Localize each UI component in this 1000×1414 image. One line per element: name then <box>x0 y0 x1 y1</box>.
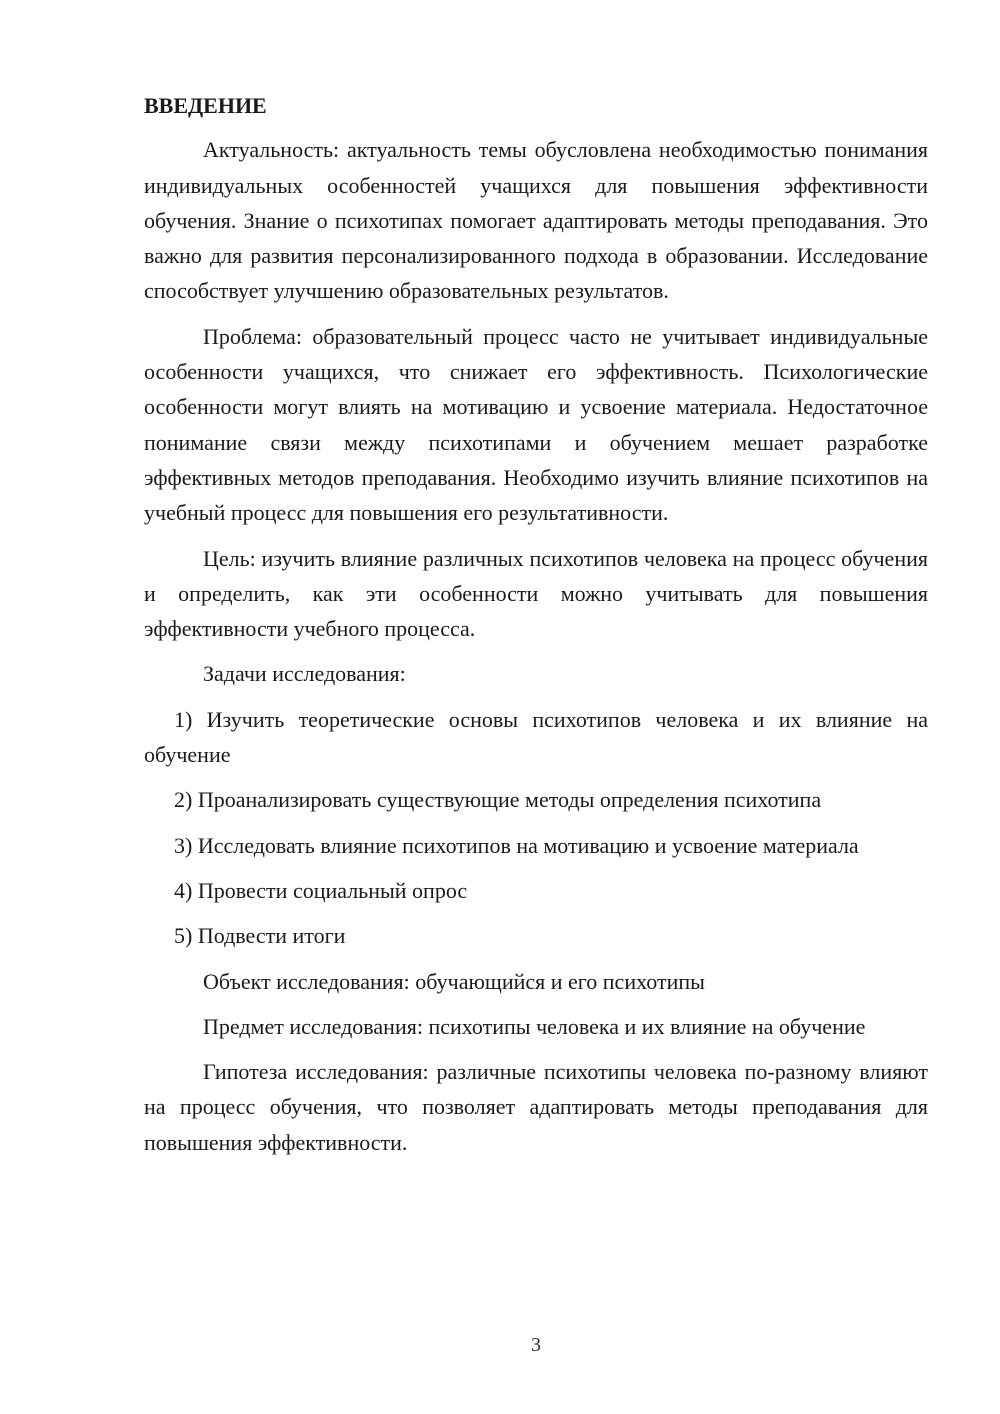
task-item-1: 1) Изучить теоретические основы психотипов человека и их влияние на обучение <box>144 706 928 768</box>
relevance-paragraph: Актуальность: актуальность темы обусловлена необходимостью понимания индивидуальных особенностей учащихся для повышения эффективности обучения. Знание о психотипах помогает адаптировать методы преподавания. Это важно для развития персонализированного подхода в образовании. Исследование способствует улучшению образовательных результатов. <box>144 137 928 304</box>
task-item-4: 4) Провести социальный опрос <box>174 877 468 903</box>
hypothesis-paragraph: Гипотеза исследования: различные психотипы человека по-разному влияют на процесс обучения, что позволяет адаптировать методы преподавания для повышения эффективности. <box>144 1059 928 1155</box>
page-number: 3 <box>531 1334 541 1356</box>
page-title: ВВЕДЕНИЕ <box>144 93 267 118</box>
task-item-3: 3) Исследовать влияние психотипов на мотивацию и усвоение материала <box>174 832 859 858</box>
problem-paragraph: Проблема: образовательный процесс часто не учитывает индивидуальные особенности учащихся, что снижает его эффективность. Психологические особенности могут влиять на мотивацию и усвоение материала. Недостаточное понимание связи между психотипами и обучением мешает разработке эффективных методов преподавания. Необходимо изучить влияние психотипов на учебный процесс для повышения его результативности. <box>144 323 928 526</box>
goal-paragraph: Цель: изучить влияние различных психотипов человека на процесс обучения и определить, как эти особенности можно учитывать для повышения эффективности учебного процесса. <box>144 545 928 642</box>
object-paragraph: Объект исследования: обучающийся и его психотипы <box>203 968 705 994</box>
task-item-5: 5) Подвести итоги <box>174 923 346 949</box>
task-item-2: 2) Проанализировать существующие методы определения психотипа <box>174 787 822 813</box>
subject-paragraph: Предмет исследования: психотипы человека и их влияние на обучение <box>203 1013 866 1039</box>
page-content <box>144 88 928 1170</box>
tasks-heading: Задачи исследования: <box>203 661 406 687</box>
